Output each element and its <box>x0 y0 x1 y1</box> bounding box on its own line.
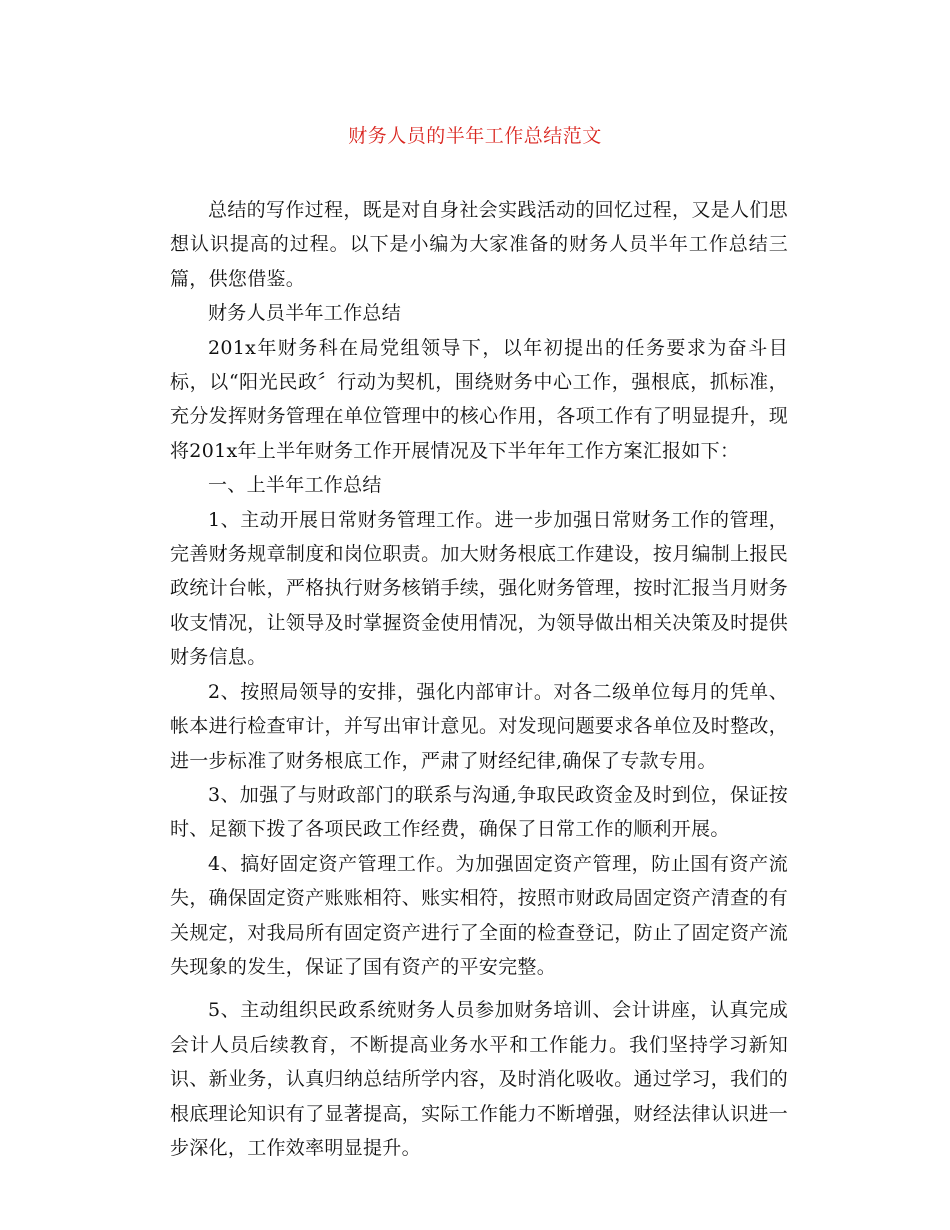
paragraph-item-3: 3、加强了与财政部门的联系与沟通,争取民政资金及时到位，保证按时、足额下拨了各项民政工作经费，确保了日常工作的顺利开展。 <box>170 783 788 841</box>
subsection-heading: 一、上半年工作总结 <box>208 474 382 497</box>
section-heading: 财务人员半年工作总结 <box>208 302 402 325</box>
paragraph-item-1: 1、主动开展日常财务管理工作。进一步加强日常财务工作的管理，完善财务规章制度和岗位职责。加大财务根底工作建设，按月编制上报民政统计台帐，严格执行财务核销手续，强化财务管理，按时汇报当月财务收支情况，让领导及时掌握资金使用情况，为领导做出相关决策及时提供财务信息。 <box>170 508 788 669</box>
document-title: 财务人员的半年工作总结范文 <box>348 125 602 147</box>
paragraph-item-2: 2、按照局领导的安排，强化内部审计。对各二级单位每月的凭单、帐本进行检查审计，并写出审计意见。对发现问题要求各单位及时整改，进一步标准了财务根底工作，严肃了财经纪律,确保了专款专用。 <box>170 680 788 772</box>
paragraph-intro: 总结的写作过程，既是对自身社会实践活动的回忆过程，又是人们思想认识提高的过程。以下是小编为大家准备的财务人员半年工作总结三篇，供您借鉴。 <box>170 199 788 290</box>
paragraph-item-5: 5、主动组织民政系统财务人员参加财务培训、会计讲座，认真完成会计人员后续教育，不断提高业务水平和工作能力。我们坚持学习新知识、新业务，认真归纳总结所学内容，及时消化吸收。通过学习，我们的根底理论知识有了显著提高，实际工作能力不断增强，财经法律认识进一步深化，工作效率明显提升。 <box>170 999 788 1159</box>
paragraph-item-4: 4、搞好固定资产管理工作。为加强固定资产管理，防止国有资产流失，确保固定资产账账相符、账实相符，按照市财政局固定资产清查的有关规定，对我局所有固定资产进行了全面的检查登记，防止了固定资产流失现象的发生，保证了国有资产的平安完整。 <box>170 852 788 978</box>
document-body <box>170 193 788 1165</box>
paragraph-overview: 201x年财务科在局党组领导下，以年初提出的任务要求为奋斗目标，以“阳光民政〞行动为契机，围绕财务中心工作，强根底，抓标准，充分发挥财务管理在单位管理中的核心作用，各项工作有了明显提升，现将201x年上半年财务工作开展情况及下半年年工作方案汇报如下： <box>170 336 788 462</box>
